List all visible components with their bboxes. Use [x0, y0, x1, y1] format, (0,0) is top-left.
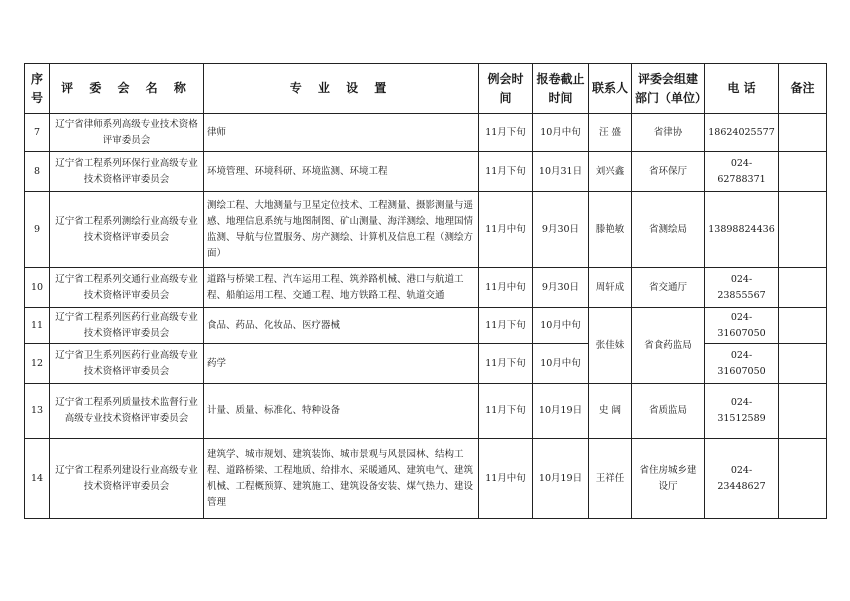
cell-seq: 7 [25, 114, 50, 152]
cell-deadline: 9月30日 [533, 268, 589, 308]
cell-note [779, 268, 827, 308]
cell-deadline: 10月中旬 [533, 344, 589, 384]
cell-name: 辽宁省律师系列高级专业技术资格评审委员会 [50, 114, 204, 152]
cell-phone: 18624025577 [705, 114, 779, 152]
cell-phone: 024-31512589 [705, 384, 779, 439]
cell-dept: 省住房城乡建设厅 [632, 439, 705, 519]
cell-meeting: 11月中旬 [479, 268, 533, 308]
cell-contact: 滕艳敏 [589, 192, 632, 268]
cell-name: 辽宁省卫生系列医药行业高级专业技术资格评审委员会 [50, 344, 204, 384]
cell-seq: 14 [25, 439, 50, 519]
cell-meeting: 11月中旬 [479, 192, 533, 268]
cell-seq: 10 [25, 268, 50, 308]
cell-meeting: 11月下旬 [479, 344, 533, 384]
cell-major: 道路与桥梁工程、汽车运用工程、筑养路机械、港口与航道工程、船舶运用工程、交通工程、地方铁路工程、轨道交通 [204, 268, 479, 308]
cell-meeting: 11月下旬 [479, 384, 533, 439]
cell-phone: 024-62788371 [705, 152, 779, 192]
table-row [25, 268, 827, 308]
cell-dept: 省测绘局 [632, 192, 705, 268]
header-dept: 评委会组建部门（单位） [632, 64, 705, 114]
header-meeting: 例会时间 [479, 64, 533, 114]
cell-major: 药学 [204, 344, 479, 384]
cell-note [779, 308, 827, 344]
cell-name: 辽宁省工程系列交通行业高级专业技术资格评审委员会 [50, 268, 204, 308]
table-row [25, 439, 827, 519]
evaluation-committee-table [24, 63, 827, 519]
header-phone: 电 话 [705, 64, 779, 114]
cell-major: 测绘工程、大地测量与卫星定位技术、工程测量、摄影测量与遥感、地理信息系统与地图制图、矿山测量、海洋测绘、地理国情监测、导航与位置服务、房产测绘、计算机及信息工程（测绘方面） [204, 192, 479, 268]
cell-deadline: 10月中旬 [533, 114, 589, 152]
cell-major: 建筑学、城市规划、建筑装饰、城市景观与风景园林、结构工程、道路桥梁、工程地质、给排水、采暖通风、建筑电气、建筑机械、工程概预算、建筑施工、建筑设备安装、煤气热力、建设管理 [204, 439, 479, 519]
cell-name: 辽宁省工程系列质量技术监督行业高级专业技术资格评审委员会 [50, 384, 204, 439]
cell-meeting: 11月中旬 [479, 439, 533, 519]
cell-seq: 11 [25, 308, 50, 344]
header-deadline: 报卷截止时间 [533, 64, 589, 114]
cell-contact: 汪 盛 [589, 114, 632, 152]
cell-seq: 12 [25, 344, 50, 384]
cell-meeting: 11月下旬 [479, 114, 533, 152]
cell-contact: 周轩成 [589, 268, 632, 308]
cell-deadline: 9月30日 [533, 192, 589, 268]
cell-phone: 024-23855567 [705, 268, 779, 308]
table-row [25, 344, 827, 384]
header-seq: 序号 [25, 64, 50, 114]
cell-phone: 024-23448627 [705, 439, 779, 519]
cell-note [779, 344, 827, 384]
table-row [25, 192, 827, 268]
cell-note [779, 192, 827, 268]
cell-major: 计量、质量、标准化、特种设备 [204, 384, 479, 439]
cell-note [779, 384, 827, 439]
cell-name: 辽宁省工程系列测绘行业高级专业技术资格评审委员会 [50, 192, 204, 268]
header-note: 备注 [779, 64, 827, 114]
cell-dept: 省食药监局 [632, 308, 705, 384]
cell-contact: 刘兴鑫 [589, 152, 632, 192]
cell-deadline: 10月中旬 [533, 308, 589, 344]
cell-phone: 024-31607050 [705, 344, 779, 384]
cell-dept: 省律协 [632, 114, 705, 152]
cell-dept: 省环保厅 [632, 152, 705, 192]
cell-note [779, 114, 827, 152]
header-major: 专 业 设 置 [204, 64, 479, 114]
cell-major: 律师 [204, 114, 479, 152]
table-row [25, 152, 827, 192]
header-contact: 联系人 [589, 64, 632, 114]
cell-contact: 史 阔 [589, 384, 632, 439]
cell-meeting: 11月下旬 [479, 152, 533, 192]
cell-major: 环境管理、环境科研、环境监测、环境工程 [204, 152, 479, 192]
table-header-row [25, 64, 827, 114]
cell-seq: 13 [25, 384, 50, 439]
cell-deadline: 10月19日 [533, 384, 589, 439]
cell-name: 辽宁省工程系列环保行业高级专业技术资格评审委员会 [50, 152, 204, 192]
table-row [25, 114, 827, 152]
table-row [25, 308, 827, 344]
header-name: 评 委 会 名 称 [50, 64, 204, 114]
cell-phone: 13898824436 [705, 192, 779, 268]
cell-dept: 省质监局 [632, 384, 705, 439]
cell-note [779, 152, 827, 192]
cell-contact: 张佳妹 [589, 308, 632, 384]
cell-contact: 王祥任 [589, 439, 632, 519]
table-row [25, 384, 827, 439]
cell-deadline: 10月19日 [533, 439, 589, 519]
cell-name: 辽宁省工程系列建设行业高级专业技术资格评审委员会 [50, 439, 204, 519]
cell-deadline: 10月31日 [533, 152, 589, 192]
cell-seq: 9 [25, 192, 50, 268]
cell-phone: 024-31607050 [705, 308, 779, 344]
cell-note [779, 439, 827, 519]
cell-dept: 省交通厅 [632, 268, 705, 308]
cell-seq: 8 [25, 152, 50, 192]
cell-name: 辽宁省工程系列医药行业高级专业技术资格评审委员会 [50, 308, 204, 344]
cell-meeting: 11月下旬 [479, 308, 533, 344]
cell-major: 食品、药品、化妆品、医疗器械 [204, 308, 479, 344]
